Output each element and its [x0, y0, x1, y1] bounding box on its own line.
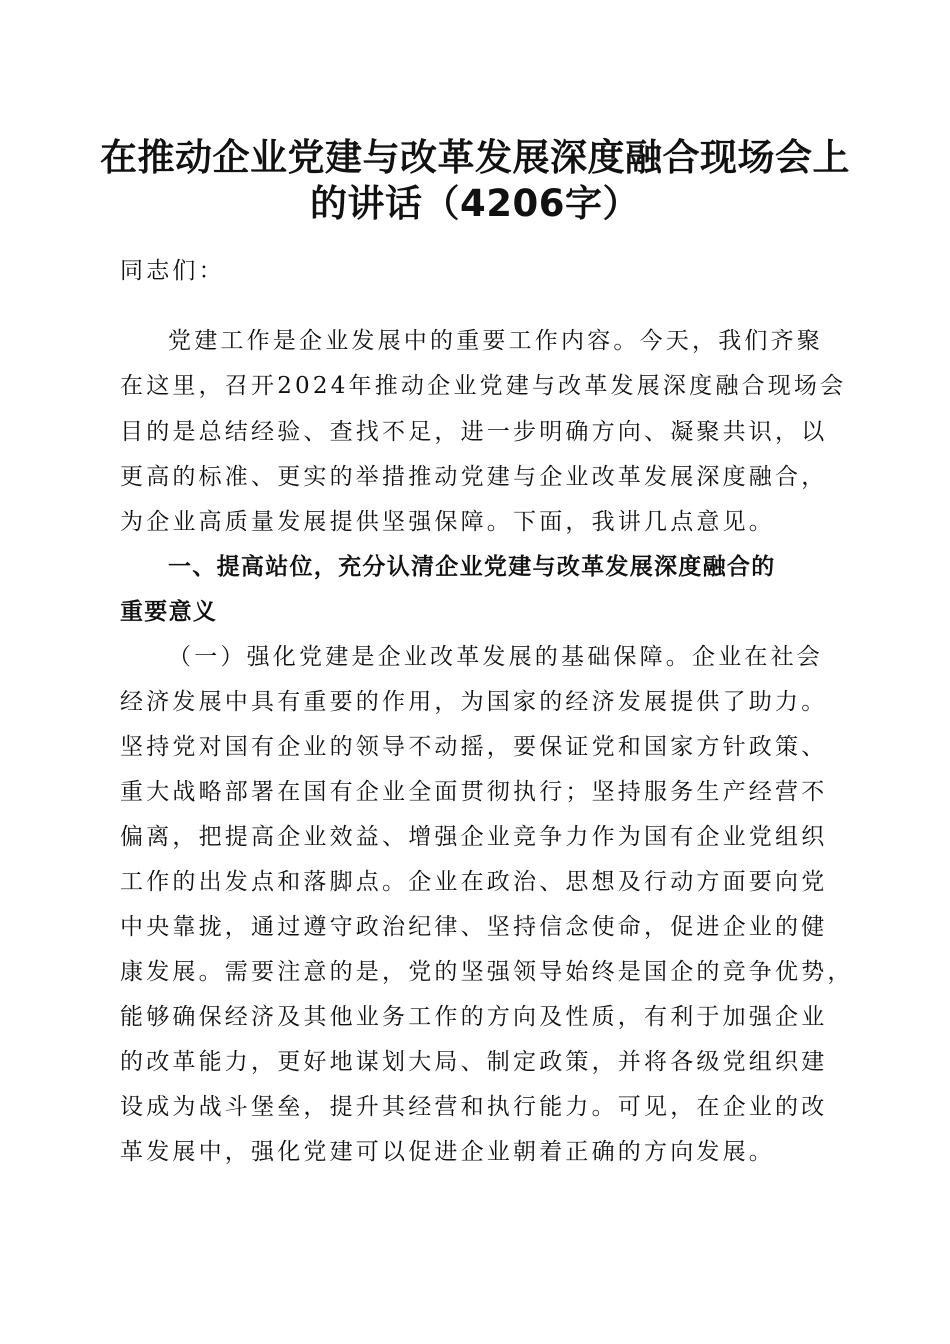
- subsection-line: 坚持党对国有企业的领导不动摇，要保证党和国家方针政策、: [120, 734, 828, 760]
- subsection-line: 的改革能力，更好地谋划大局、制定政策，并将各级党组织建: [120, 1049, 828, 1075]
- document-title-line-2: 的讲话（4206字）: [310, 182, 640, 225]
- subsection-line: 能够确保经济及其他业务工作的方向及性质，有利于加强企业: [120, 1004, 828, 1030]
- intro-line: 更高的标准、更实的举措推动党建与企业改革发展深度融合，: [120, 464, 828, 490]
- intro-line: 在这里，召开2024年推动企业党建与改革发展深度融合现场会: [120, 373, 847, 399]
- intro-line: 为企业高质量发展提供坚强保障。下面，我讲几点意见。: [120, 509, 775, 535]
- section-heading-line-2: 重要意义: [120, 599, 218, 625]
- intro-line: 目的是总结经验、查找不足，进一步明确方向、凝聚共识，以: [120, 419, 828, 445]
- section-heading-line-1: 一、提高站位，充分认清企业党建与改革发展深度融合的: [168, 554, 776, 580]
- intro-line: 党建工作是企业发展中的重要工作内容。今天，我们齐聚: [168, 328, 823, 354]
- subsection-line: （一）强化党建是企业改革发展的基础保障。企业在社会: [168, 644, 823, 670]
- subsection-line: 重大战略部署在国有企业全面贯彻执行；坚持服务生产经营不: [120, 779, 828, 805]
- subsection-line: 偏离，把提高企业效益、增强企业竞争力作为国有企业党组织: [120, 824, 828, 850]
- subsection-line: 工作的出发点和落脚点。企业在政治、思想及行动方面要向党: [120, 869, 828, 895]
- salutation: 同志们：: [120, 258, 225, 284]
- document-title-line-1: 在推动企业党建与改革发展深度融合现场会上: [100, 136, 850, 179]
- subsection-line: 设成为战斗堡垒，提升其经营和执行能力。可见，在企业的改: [120, 1094, 828, 1120]
- subsection-line: 康发展。需要注意的是，党的坚强领导始终是国企的竞争优势，: [120, 959, 854, 985]
- subsection-line: 经济发展中具有重要的作用，为国家的经济发展提供了助力。: [120, 689, 828, 715]
- subsection-line: 革发展中，强化党建可以促进企业朝着正确的方向发展。: [120, 1139, 775, 1165]
- subsection-line: 中央靠拢，通过遵守政治纪律、坚持信念使命，促进企业的健: [120, 914, 828, 940]
